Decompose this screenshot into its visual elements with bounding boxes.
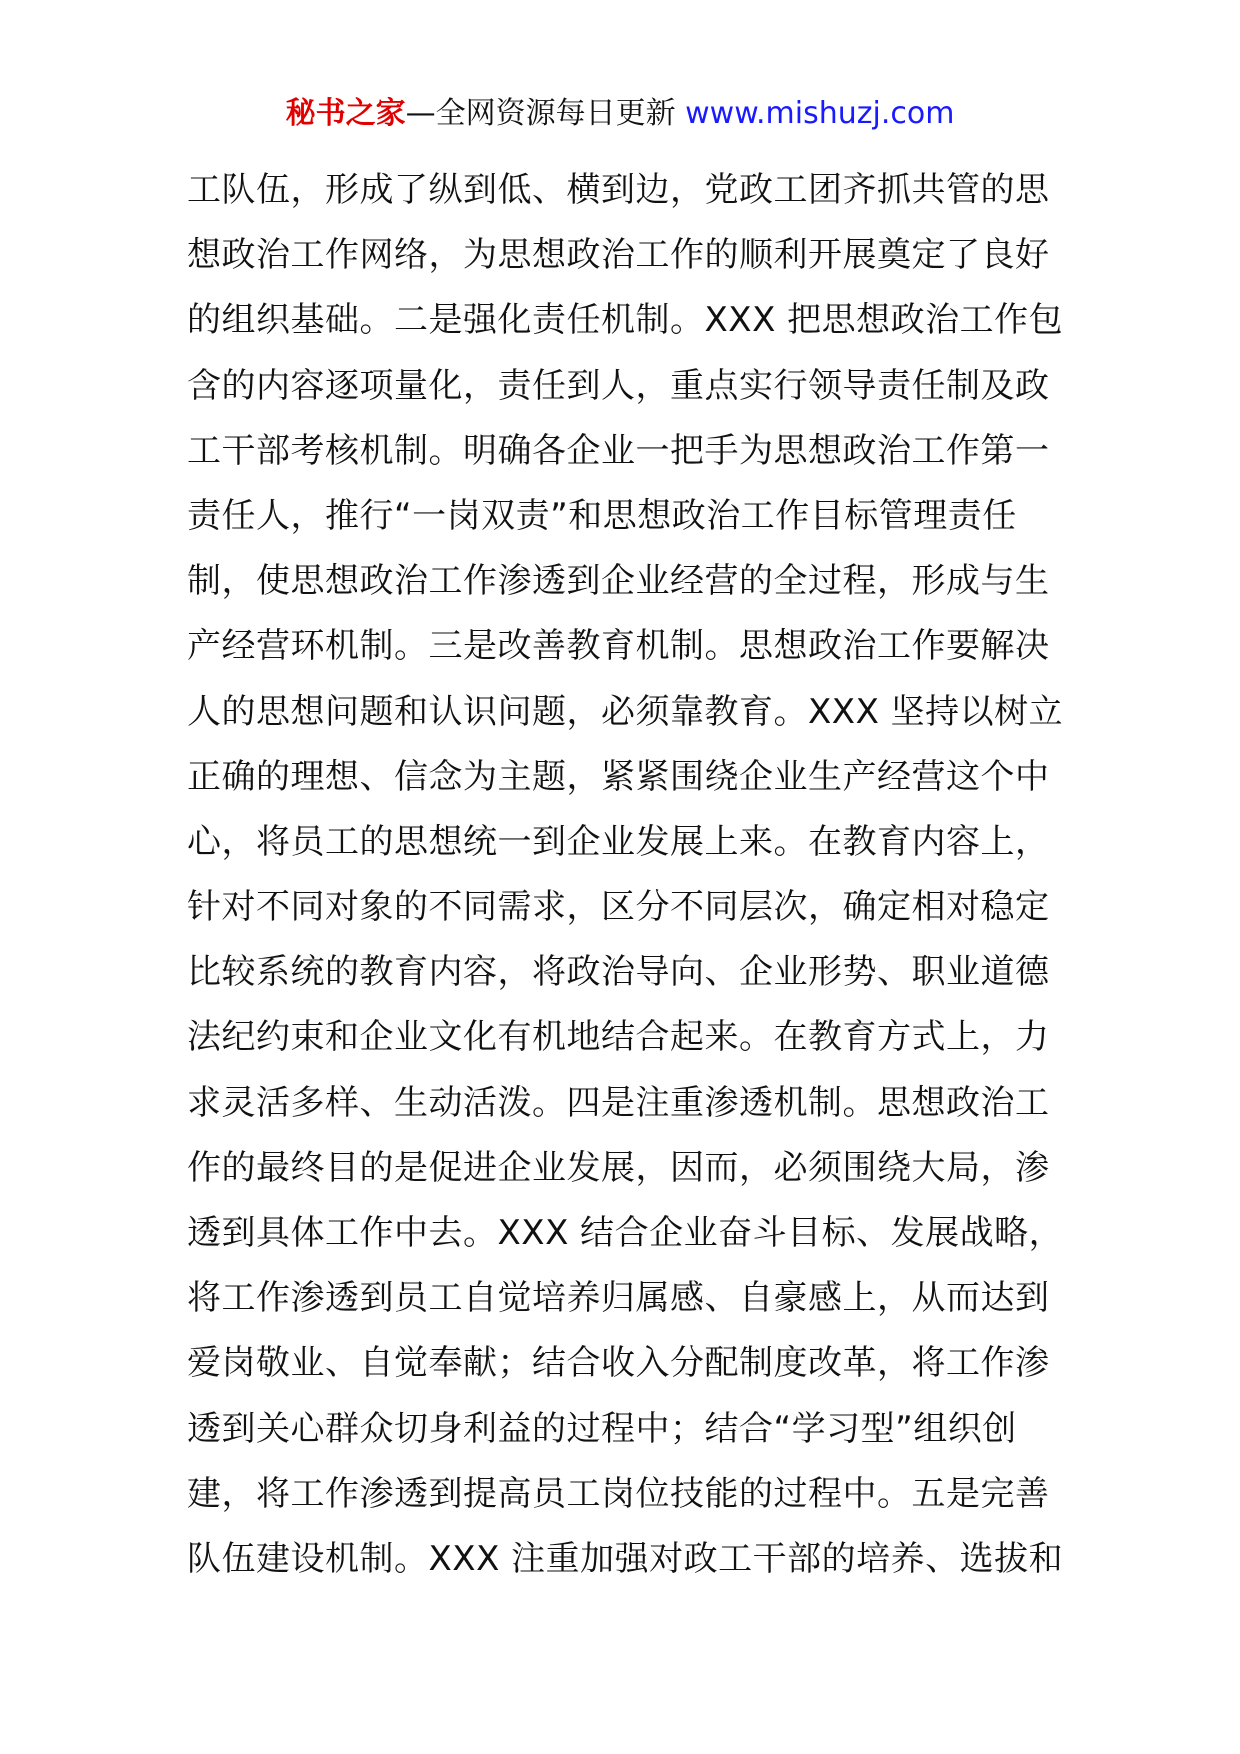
- text-line: 建，将工作渗透到提高员工岗位技能的过程中。五是完善: [187, 1473, 1050, 1514]
- document-body: [187, 158, 1067, 1592]
- page-header: [0, 94, 1240, 134]
- text-line: 针对不同对象的不同需求，区分不同层次，确定相对稳定: [187, 887, 1050, 928]
- text-line: 正确的理想、信念为主题，紧紧围绕企业生产经营这个中: [187, 756, 1050, 797]
- text-line: 透到关心群众切身利益的过程中；结合“学习型”组织创: [187, 1408, 1017, 1449]
- text-line: 求灵活多样、生动活泼。四是注重渗透机制。思想政治工: [187, 1082, 1050, 1123]
- text-line: 心，将员工的思想统一到企业发展上来。在教育内容上，: [187, 821, 1050, 862]
- text-line: 作的最终目的是促进企业发展，因而，必须围绕大局，渗: [187, 1147, 1050, 1188]
- text-line: 将工作渗透到员工自觉培养归属感、自豪感上，从而达到: [187, 1278, 1050, 1319]
- text-line: 的组织基础。二是强化责任机制。XXX 把思想政治工作包: [187, 300, 1064, 341]
- text-line: 想政治工作网络，为思想政治工作的顺利开展奠定了良好: [187, 235, 1050, 276]
- text-line: 队伍建设机制。XXX 注重加强对政工干部的培养、选拔和: [187, 1538, 1064, 1579]
- text-line: 透到具体工作中去。XXX 结合企业奋斗目标、发展战略，: [187, 1213, 1064, 1253]
- text-line: 责任人，推行“一岗双责”和思想政治工作目标管理责任: [187, 495, 1017, 536]
- text-line: 制，使思想政治工作渗透到企业经营的全过程，形成与生: [187, 561, 1050, 602]
- site-brand: 秘书之家: [285, 96, 406, 131]
- text-line: 法纪约束和企业文化有机地结合起来。在教育方式上，力: [187, 1017, 1050, 1058]
- site-tagline: —全网资源每日更新: [405, 96, 676, 131]
- site-url-link[interactable]: www.mishuzj.com: [685, 96, 955, 131]
- text-line: 工干部考核机制。明确各企业一把手为思想政治工作第一: [187, 430, 1050, 471]
- text-line: 含的内容逐项量化，责任到人，重点实行领导责任制及政: [187, 365, 1050, 406]
- text-line: 工队伍，形成了纵到低、横到边，党政工团齐抓共管的思: [187, 170, 1050, 210]
- text-line: 人的思想问题和认识问题，必须靠教育。XXX 坚持以树立: [187, 691, 1064, 732]
- text-line: 爱岗敬业、自觉奉献；结合收入分配制度改革，将工作渗: [187, 1343, 1050, 1384]
- text-line: 比较系统的教育内容，将政治导向、企业形势、职业道德: [187, 952, 1050, 993]
- text-line: 产经营环机制。三是改善教育机制。思想政治工作要解决: [187, 626, 1050, 667]
